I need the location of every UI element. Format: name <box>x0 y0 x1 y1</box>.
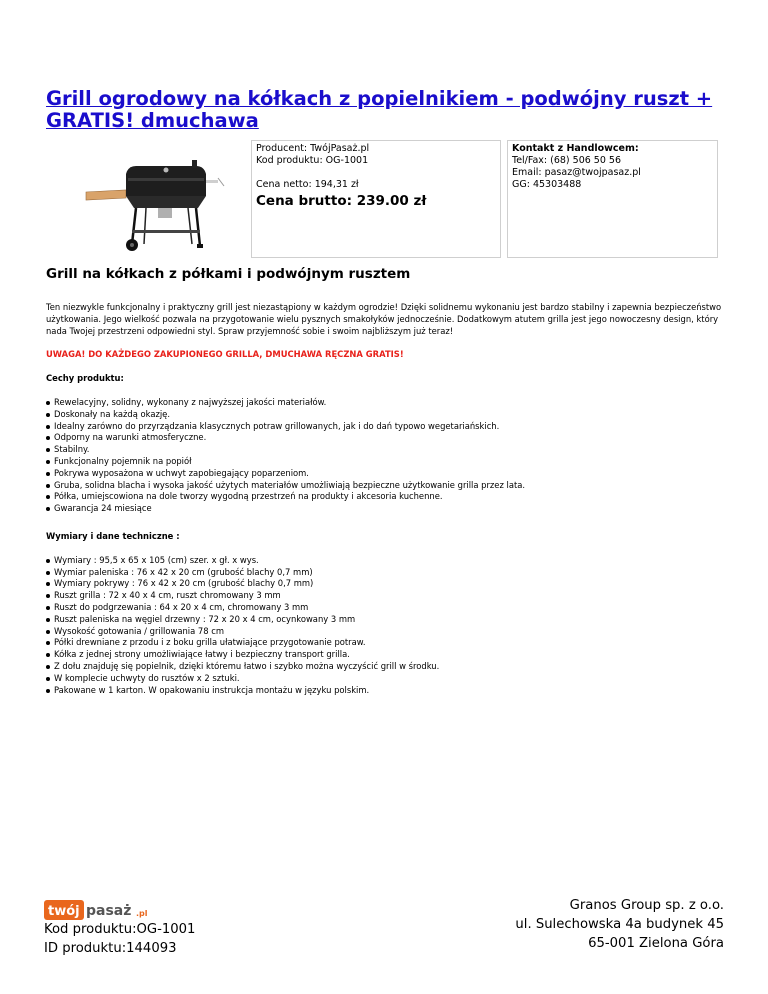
list-item: Z dołu znajduję się popielnik, dzięki któremu łatwo i szybko można wyczyścić grill w środku. <box>46 661 726 673</box>
specs-title: Wymiary i dane techniczne : <box>46 530 180 541</box>
list-item: Ruszt do podgrzewania : 64 x 20 x 4 cm, chromowany 3 mm <box>46 602 726 614</box>
contact-header: Kontakt z Handlowcem: <box>512 143 639 154</box>
list-item: Doskonały na każdą okazję. <box>46 409 726 421</box>
contact-email: Email: pasaz@twojpasaz.pl <box>512 167 641 178</box>
list-item: Wymiary pokrywy : 76 x 42 x 20 cm (grubość blachy 0,7 mm) <box>46 578 726 590</box>
net-price: Cena netto: 194,31 zł <box>256 179 359 190</box>
contact-phone: Tel/Fax: (68) 506 50 56 <box>512 155 621 166</box>
list-item: Kółka z jednej strony umożliwiające łatwy i bezpieczny transport grilla. <box>46 649 726 661</box>
contact-gg: GG: 45303488 <box>512 179 582 190</box>
list-item: Pokrywa wyposażona w uchwyt zapobiegający poparzeniom. <box>46 468 726 480</box>
specs-list <box>46 555 726 697</box>
features-list <box>46 397 726 515</box>
list-item: Gruba, solidna blacha i wysoka jakość użytych materiałów umożliwiają bezpieczne użytkowanie grilla przez lata. <box>46 480 726 492</box>
gross-price: Cena brutto: 239.00 zł <box>256 193 427 209</box>
list-item: Półka, umiejscowiona na dole tworzy wygodną przestrzeń na produkty i akcesoria kuchenne. <box>46 491 726 503</box>
product-description <box>46 302 726 712</box>
contact-box <box>507 140 718 258</box>
logo-twoj: twój <box>48 904 80 919</box>
list-item: Idealny zarówno do przyrządzania klasycznych potraw grillowanych, jak i do dań typowo wegetariańskich. <box>46 421 726 433</box>
product-code: Kod produktu: OG-1001 <box>256 155 369 166</box>
list-item: Ruszt paleniska na węgiel drzewny : 72 x 20 x 4 cm, ocynkowany 3 mm <box>46 614 726 626</box>
list-item: Wysokość gotowania / grillowania 78 cm <box>46 626 726 638</box>
footer-product-info <box>44 920 195 958</box>
list-item: Półki drewniane z przodu i z boku grilla ułatwiające przygotowanie potraw. <box>46 637 726 649</box>
list-item: Stabilny. <box>46 444 726 456</box>
company-city: 65-001 Zielona Góra <box>588 936 724 951</box>
list-item: Pakowane w 1 karton. W opakowaniu instrukcja montażu w języku polskim. <box>46 685 726 697</box>
features-title: Cechy produktu: <box>46 373 124 384</box>
list-item: Wymiary : 95,5 x 65 x 105 (cm) szer. x gł. x wys. <box>46 555 726 567</box>
list-item: Gwarancja 24 miesiące <box>46 503 726 515</box>
logo-pl: .pl <box>136 909 148 918</box>
description-text: Ten niezwykle funkcjonalny i praktyczny grill jest niezastąpiony w każdym ogrodzie! Dzięki solidnemu wykonaniu jest bardzo stabilny i zapewnia bezpieczeństwo użytkowania. Jego wielkość pozwala na przygotowanie wielu pysznych smakołyków jednocześnie. Dodatkowym atutem grilla jest jego nowoczesny design, który nada Twojej przestrzeni odpowiedni styl. Spraw przyjemność sobie i swoim najbliższym już teraz! <box>46 302 722 336</box>
company-street: ul. Sulechowska 4a budynek 45 <box>515 917 724 932</box>
grill-product-image <box>46 140 246 258</box>
footer-product-code: Kod produktu:OG-1001 <box>44 922 196 937</box>
product-info-box <box>251 140 501 258</box>
list-item: Odporny na warunki atmosferyczne. <box>46 432 726 444</box>
list-item: Funkcjonalny pojemnik na popiół <box>46 456 726 468</box>
list-item: Ruszt grilla : 72 x 40 x 4 cm, ruszt chromowany 3 mm <box>46 590 726 602</box>
twojpasaz-logo <box>44 898 154 922</box>
footer-company-address <box>515 896 724 953</box>
producer: Producent: TwójPasaż.pl <box>256 143 370 154</box>
company-name: Granos Group sp. z o.o. <box>569 898 724 913</box>
list-item: W komplecie uchwyty do rusztów x 2 sztuki. <box>46 673 726 685</box>
list-item: Wymiar paleniska : 76 x 42 x 20 cm (grubość blachy 0,7 mm) <box>46 567 726 579</box>
gift-warning: UWAGA! DO KAŻDEGO ZAKUPIONEGO GRILLA, DMUCHAWA RĘCZNA GRATIS! <box>46 349 404 360</box>
product-title[interactable]: Grill ogrodowy na kółkach z popielnikiem - podwójny ruszt + GRATIS! dmuchawa <box>46 87 713 132</box>
list-item: Rewelacyjny, solidny, wykonany z najwyższej jakości materiałów. <box>46 397 726 409</box>
section-title: Grill na kółkach z półkami i podwójnym rusztem <box>46 266 411 282</box>
logo-pasaz: pasaż <box>86 903 132 919</box>
footer-product-id: ID produktu:144093 <box>44 941 177 956</box>
